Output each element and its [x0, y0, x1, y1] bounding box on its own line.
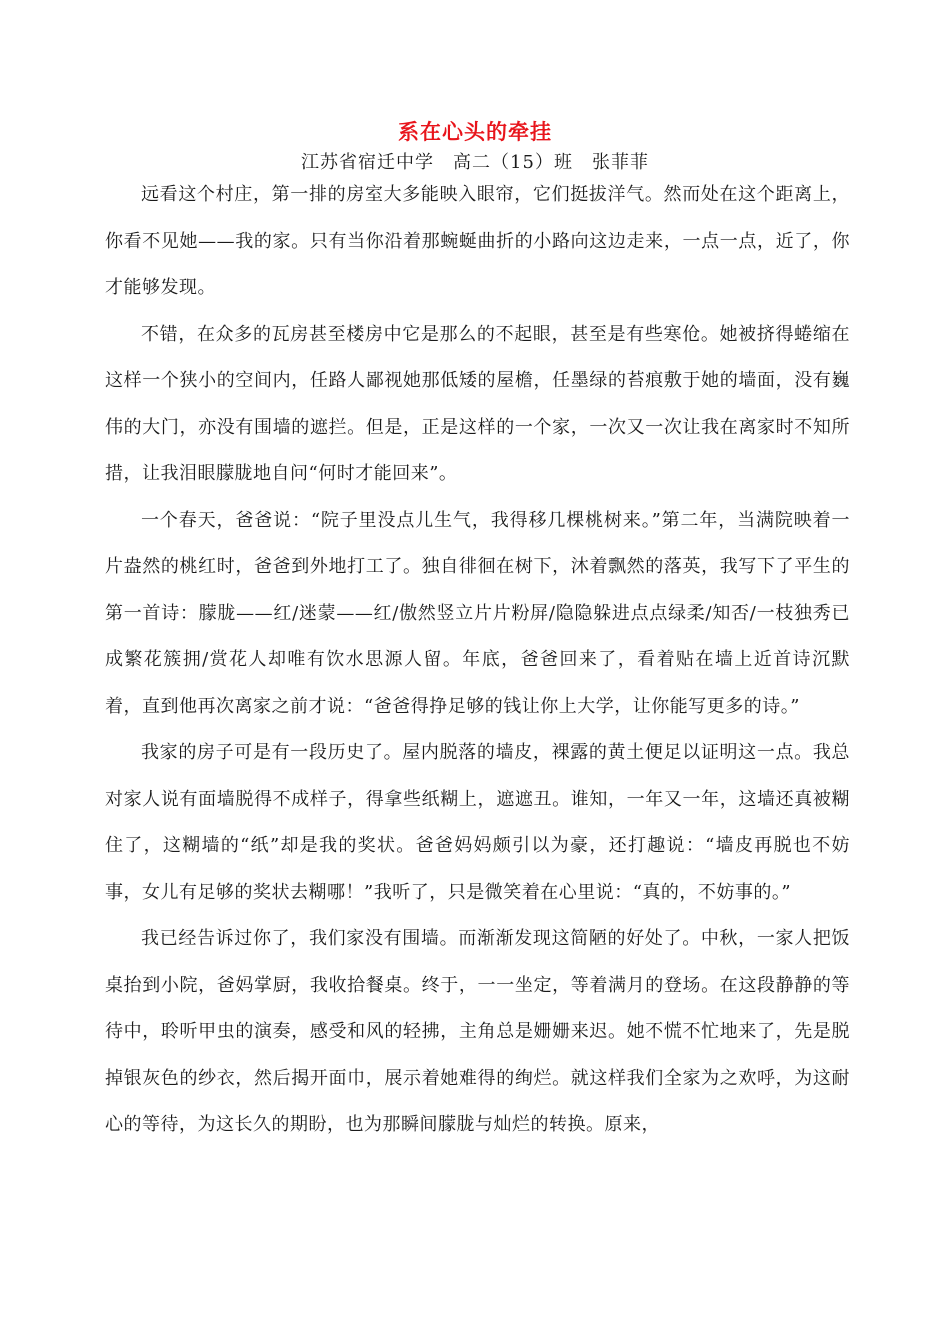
paragraph: 一个春天，爸爸说：“院子里没点儿生气，我得移几棵桃树来。”第二年，当满院映着一片盎然的桃红时，爸爸到外地打工了。独自徘徊在树下，沐着飘然的落英，我写下了平生的第一首诗：朦胧——红/迷蒙——红/傲然竖立片片粉屏/隐隐躲进点点绿柔/知否/一枝独秀已成繁花簇拥/赏花人却唯有饮水思源人留。年底，爸爸回来了，看着贴在墙上近首诗沉默着，直到他再次离家之前才说：“爸爸得挣足够的钱让你上大学，让你能写更多的诗。”	[105, 509, 850, 717]
paragraph: 我已经告诉过你了，我们家没有围墙。而渐渐发现这简陋的好处了。中秋，一家人把饭桌抬到小院，爸妈掌厨，我收拾餐桌。终于，一一坐定，等着满月的登场。在这段静静的等待中，聆听甲虫的演奏，感受和风的轻拂，主角总是姗姗来迟。她不慌不忙地来了，先是脱掉银灰色的纱衣，然后揭开面巾，展示着她难得的绚烂。就这样我们全家为之欢呼，为这耐心的等待，为这长久的期盼，也为那瞬间朦胧与灿烂的转换。原来，	[105, 928, 850, 1135]
article-title: 系在心头的牵挂	[398, 119, 552, 144]
paragraph: 我家的房子可是有一段历史了。屋内脱落的墙皮，裸露的黄土便足以证明这一点。我总对家人说有面墙脱得不成样子，得拿些纸糊上，遮遮丑。谁知，一年又一年，这墙还真被糊住了，这糊墙的“纸”却是我的奖状。爸爸妈妈颇引以为豪，还打趣说：“墙皮再脱也不妨事，女儿有足够的奖状去糊哪！”我听了，只是微笑着在心里说：“真的，不妨事的。”	[105, 742, 850, 903]
article-body	[105, 172, 850, 1149]
paragraph: 不错，在众多的瓦房甚至楼房中它是那么的不起眼，甚至是有些寒伧。她被挤得蜷缩在这样一个狭小的空间内，任路人鄙视她那低矮的屋檐，任墨绿的苔痕敷于她的墙面，没有巍伟的大门，亦没有围墙的遮拦。但是，正是这样的一个家，一次又一次让我在离家时不知所措，让我泪眼朦胧地自问“何时才能回来”。	[105, 323, 850, 484]
author-byline: 江苏省宿迁中学 高二（15）班 张菲菲	[301, 152, 649, 173]
paragraph: 远看这个村庄，第一排的房室大多能映入眼帘，它们挺拔洋气。然而处在这个距离上，你看不见她——我的家。只有当你沿着那蜿蜒曲折的小路向这边走来，一点一点，近了，你才能够发现。	[105, 184, 850, 298]
